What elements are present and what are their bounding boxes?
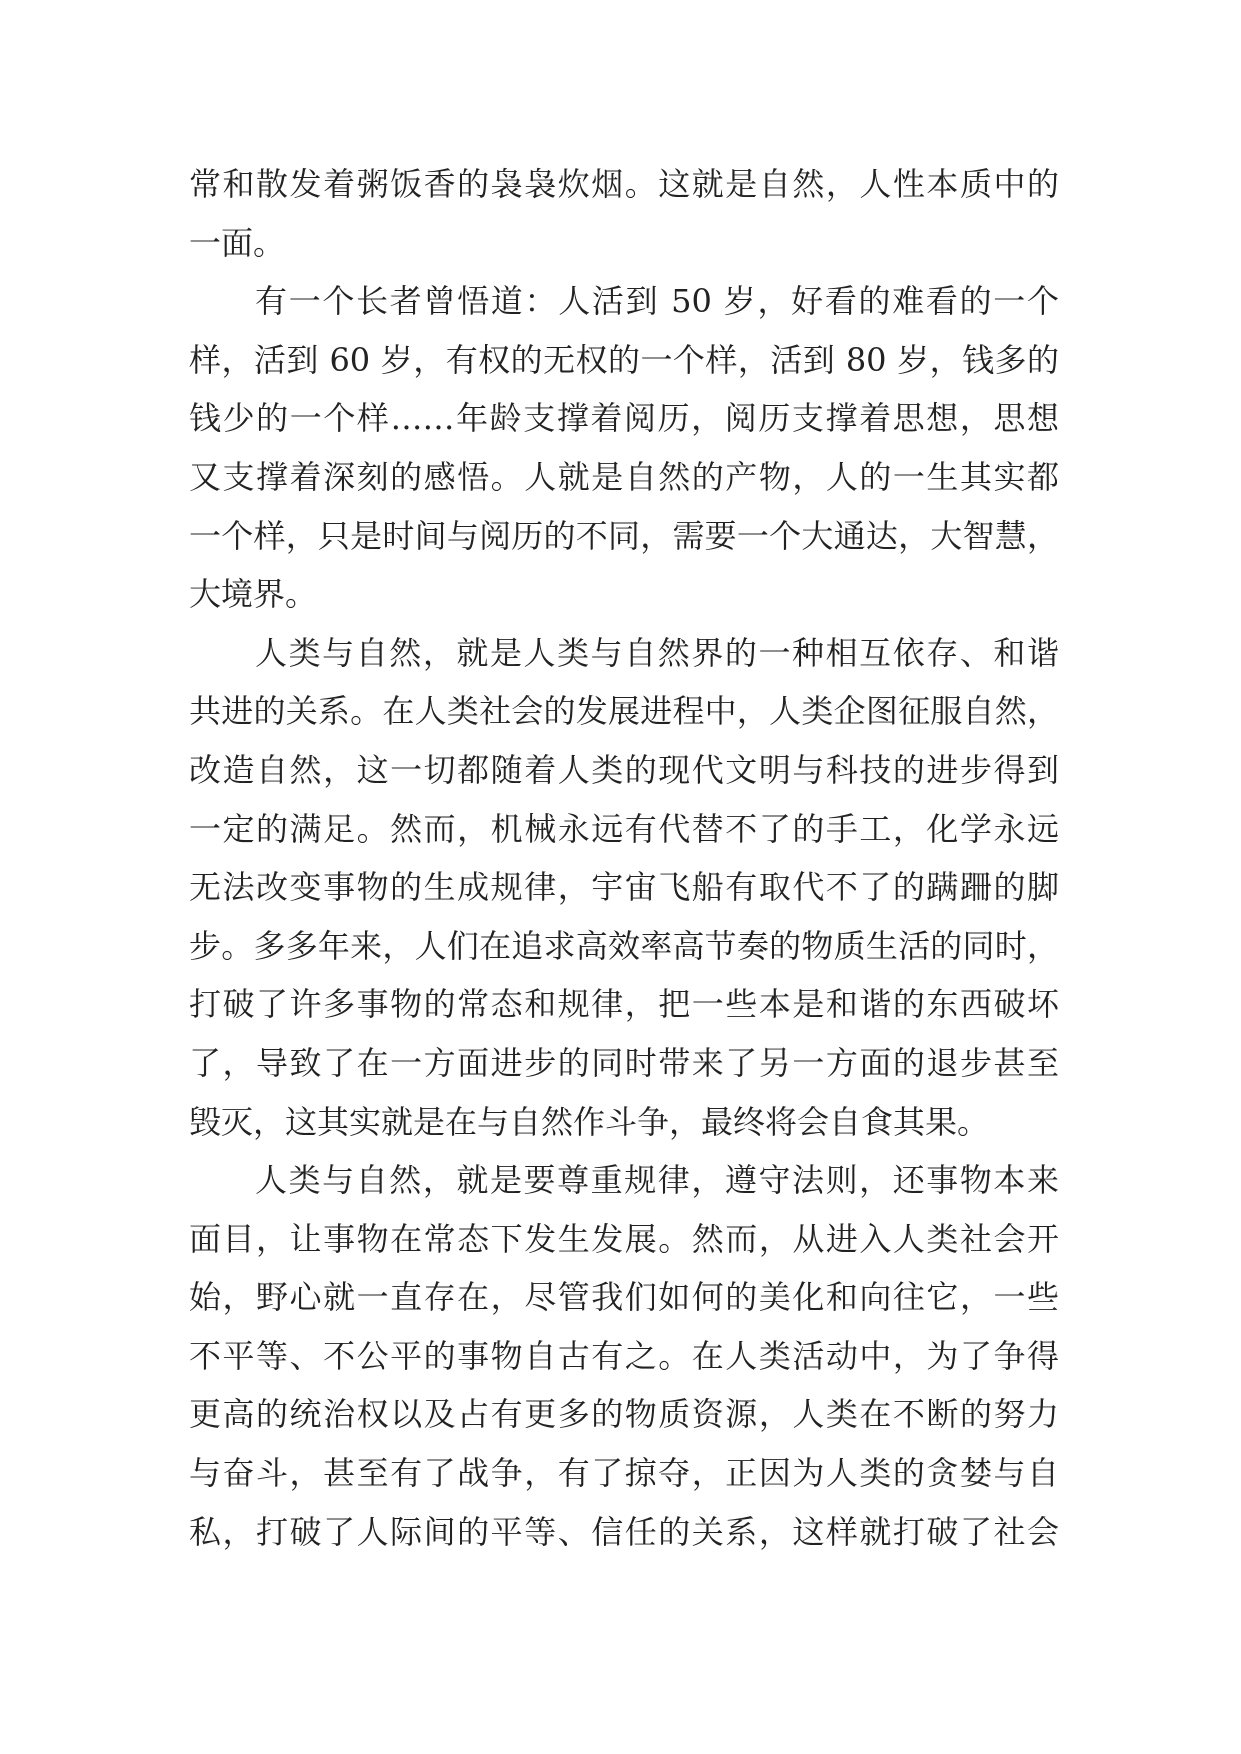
text-line: 共进的关系。在人类社会的发展进程中，人类企图征服自然， xyxy=(189,692,1059,731)
text-line: 一个样，只是时间与阅历的不同，需要一个大通达，大智慧， xyxy=(189,516,1059,555)
text-line: 又支撑着深刻的感悟。人就是自然的产物，人的一生其实都 xyxy=(189,457,1059,496)
text-line: 更高的统治权以及占有更多的物质资源，人类在不断的努力 xyxy=(189,1395,1059,1434)
text-line: 样，活到 60 岁，有权的无权的一个样，活到 80 岁，钱多的 xyxy=(189,340,1059,379)
text-line: 始，野心就一直存在，尽管我们如何的美化和向往它，一些 xyxy=(189,1278,1059,1317)
text-line: 人类与自然，就是人类与自然界的一种相互依存、和谐 xyxy=(255,633,1059,672)
text-line: 毁灭，这其实就是在与自然作斗争，最终将会自食其果。 xyxy=(189,1102,990,1141)
text-line: 一面。 xyxy=(189,223,286,262)
body-text xyxy=(189,155,1059,1561)
text-line: 大境界。 xyxy=(189,575,318,614)
text-line: 与奋斗，甚至有了战争，有了掠夺，正因为人类的贪婪与自 xyxy=(189,1454,1059,1493)
text-line: 人类与自然，就是要尊重规律，遵守法则，还事物本来 xyxy=(255,1161,1059,1200)
text-line: 无法改变事物的生成规律，宇宙飞船有取代不了的蹒跚的脚 xyxy=(189,868,1059,907)
text-line: 有一个长者曾悟道：人活到 50 岁，好看的难看的一个 xyxy=(255,282,1059,321)
text-line: 一定的满足。然而，机械永远有代替不了的手工，化学永远 xyxy=(189,809,1059,848)
text-line: 步。多多年来，人们在追求高效率高节奏的物质生活的同时， xyxy=(189,926,1059,965)
text-line: 钱少的一个样……年龄支撑着阅历，阅历支撑着思想，思想 xyxy=(189,399,1059,438)
text-line: 了，导致了在一方面进步的同时带来了另一方面的退步甚至 xyxy=(189,1043,1059,1082)
text-line: 常和散发着粥饭香的袅袅炊烟。这就是自然，人性本质中的 xyxy=(189,165,1059,203)
text-line: 私，打破了人际间的平等、信任的关系，这样就打破了社会 xyxy=(189,1512,1059,1551)
text-line: 面目，让事物在常态下发生发展。然而，从进入人类社会开 xyxy=(189,1219,1059,1258)
text-line: 改造自然，这一切都随着人类的现代文明与科技的进步得到 xyxy=(189,750,1059,789)
text-line: 不平等、不公平的事物自古有之。在人类活动中，为了争得 xyxy=(189,1336,1059,1375)
text-line: 打破了许多事物的常态和规律，把一些本是和谐的东西破坏 xyxy=(189,985,1059,1024)
